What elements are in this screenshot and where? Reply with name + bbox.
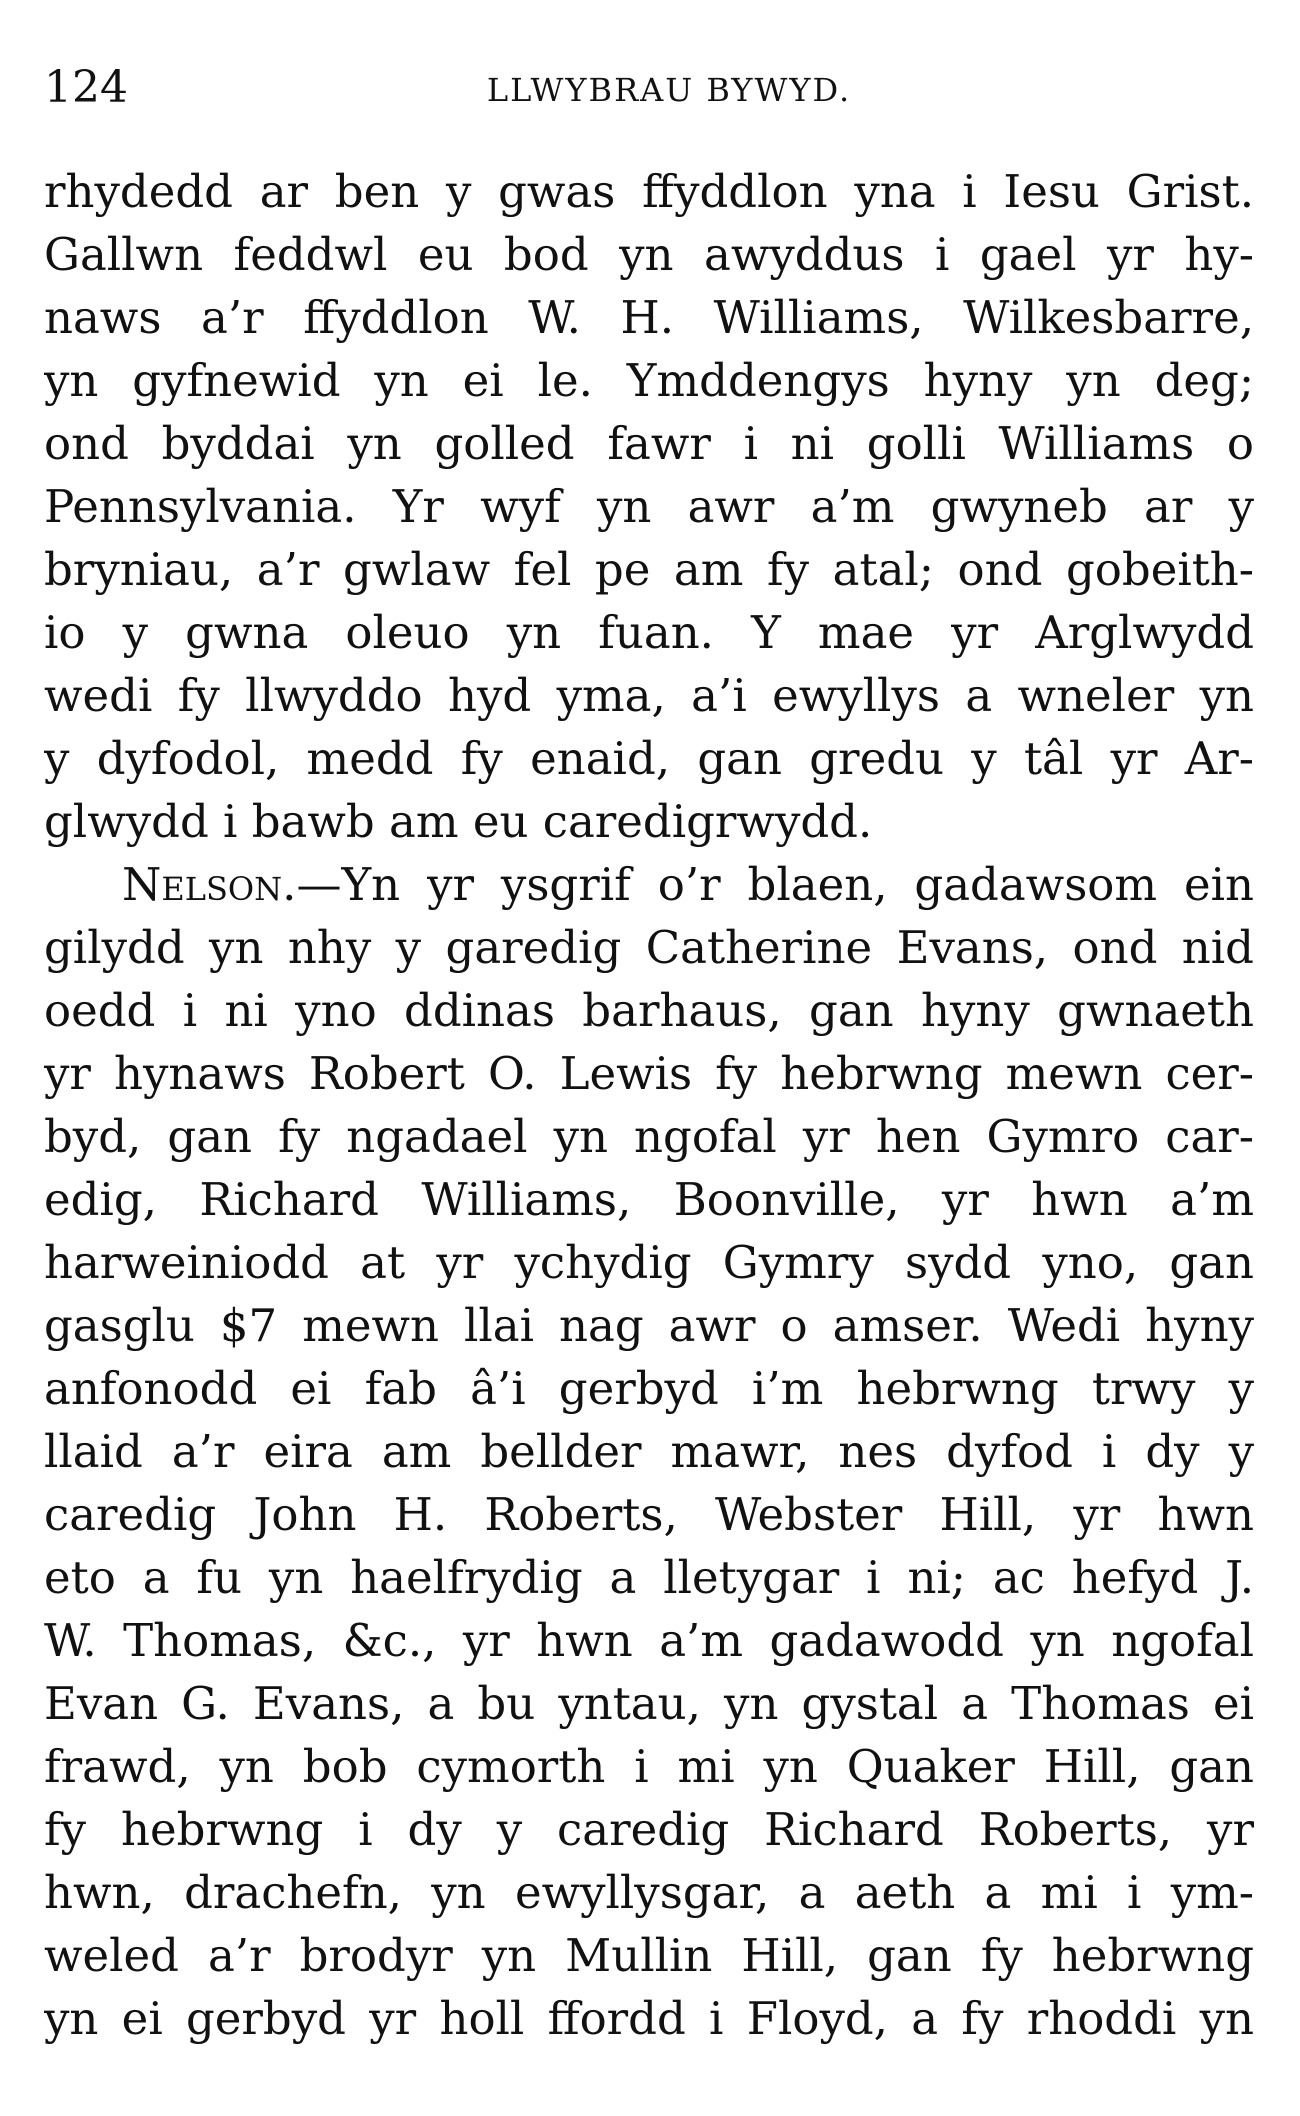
text-line: yn gyfnewid yn ei le. Ymddengys hyny yn deg; <box>44 354 1254 407</box>
body-text <box>44 160 1254 2050</box>
page-header <box>44 58 1254 118</box>
running-title: LLWYBRAU BYWYD. <box>486 71 852 109</box>
text-line: Pennsylvania. Yr wyf yn awr a’m gwyneb ar y <box>44 480 1254 533</box>
text-line: gilydd yn nhy y garedig Catherine Evans, ond nid <box>44 921 1254 974</box>
text-line: gasglu $7 mewn llai nag awr o amser. Wedi hyny <box>44 1299 1254 1352</box>
text-line: yr hynaws Robert O. Lewis fy hebrwng mewn cer- <box>44 1047 1254 1100</box>
text-line: wedi fy llwyddo hyd yma, a’i ewyllys a wneler yn <box>44 669 1254 722</box>
text-line: glwydd i bawb am eu caredigrwydd. <box>44 795 873 848</box>
text-line: rhydedd ar ben y gwas ffyddlon yna i Iesu Grist. <box>44 165 1254 218</box>
text-line: edig, Richard Williams, Boonville, yr hwn a’m <box>44 1173 1254 1226</box>
text-line: Evan G. Evans, a bu yntau, yn gystal a Thomas ei <box>44 1677 1254 1730</box>
text-line: harweiniodd at yr ychydig Gymry sydd yno, gan <box>44 1236 1254 1289</box>
text-line: yn ei gerbyd yr holl ffordd i Floyd, a fy rhoddi yn <box>44 1992 1254 2045</box>
text-line: naws a’r ffyddlon W. H. Williams, Wilkesbarre, <box>44 291 1254 344</box>
text-line: fy hebrwng i dy y caredig Richard Roberts, yr <box>44 1803 1254 1856</box>
text-line: bryniau, a’r gwlaw fel pe am fy atal; ond gobeith- <box>44 543 1254 596</box>
page-number: 124 <box>44 62 128 113</box>
text-line: hwn, drachefn, yn ewyllysgar, a aeth a mi i ym- <box>44 1866 1254 1919</box>
text-line: llaid a’r eira am bellder mawr, nes dyfod i dy y <box>44 1425 1254 1478</box>
paragraph-first-line <box>44 853 1254 916</box>
text-line: oedd i ni yno ddinas barhaus, gan hyny gwnaeth <box>44 984 1254 1037</box>
text-line: weled a’r brodyr yn Mullin Hill, gan fy hebrwng <box>44 1929 1254 1982</box>
text-line: ond byddai yn golled fawr i ni golli Williams o <box>44 417 1254 470</box>
text-line: eto a fu yn haelfrydig a lletygar i ni; ac hefyd J. <box>44 1551 1254 1604</box>
section-lead: Nelson.— <box>122 858 342 911</box>
text-line: Yn yr ysgrif o’r blaen, gadawsom ein <box>341 858 1254 911</box>
text-line: frawd, yn bob cymorth i mi yn Quaker Hill, gan <box>44 1740 1254 1793</box>
text-line: W. Thomas, &c., yr hwn a’m gadawodd yn ngofal <box>44 1614 1254 1667</box>
text-line: anfonodd ei fab â’i gerbyd i’m hebrwng trwy y <box>44 1362 1254 1415</box>
text-line: byd, gan fy ngadael yn ngofal yr hen Gymro car- <box>44 1110 1254 1163</box>
text-line: caredig John H. Roberts, Webster Hill, yr hwn <box>44 1488 1254 1541</box>
text-line: io y gwna oleuo yn fuan. Y mae yr Arglwydd <box>44 606 1254 659</box>
text-line: y dyfodol, medd fy enaid, gan gredu y tâl yr Ar- <box>44 732 1254 785</box>
text-line: Gallwn feddwl eu bod yn awyddus i gael yr hy- <box>44 228 1254 281</box>
